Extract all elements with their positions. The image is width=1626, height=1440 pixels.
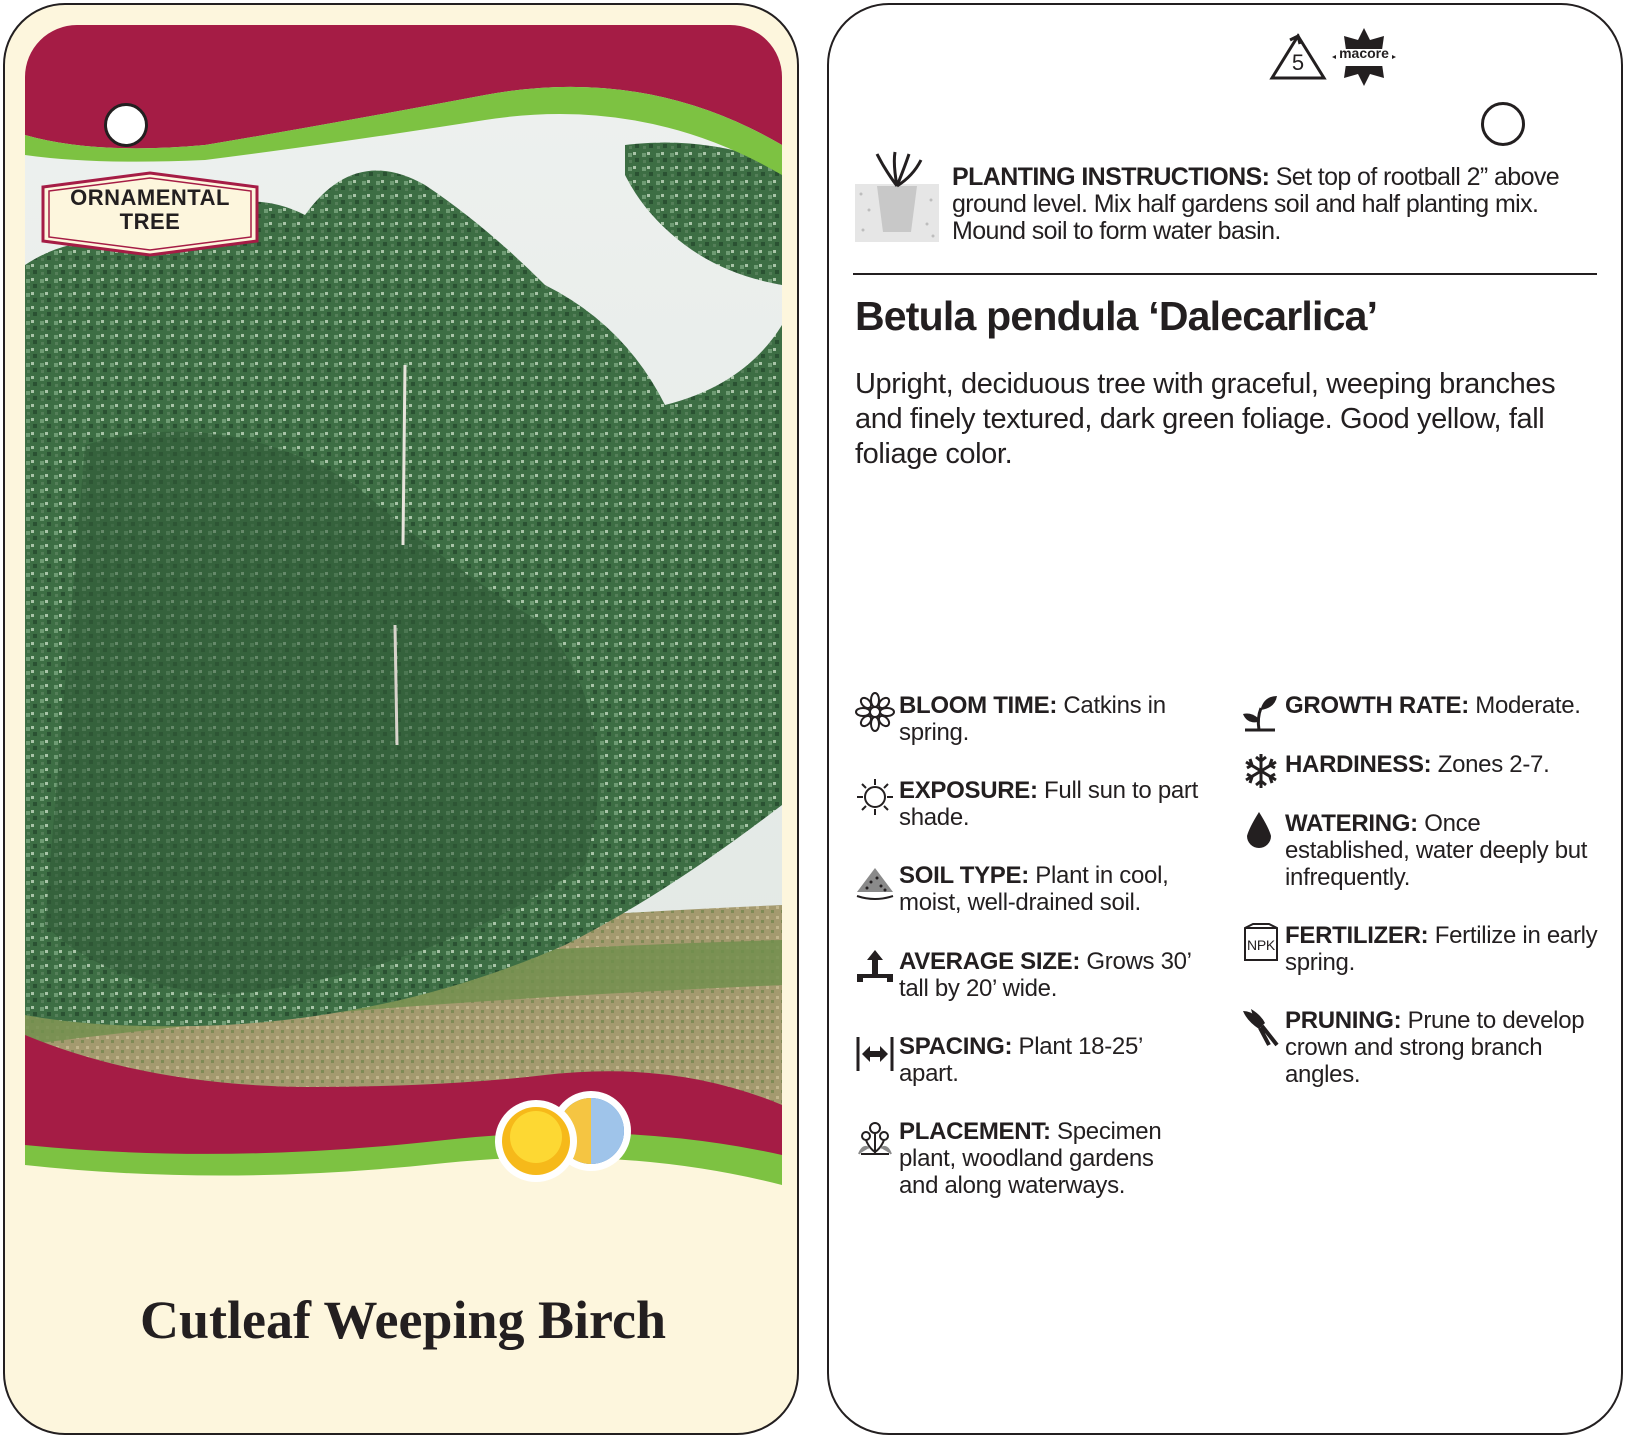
snowflake-icon — [1241, 751, 1281, 791]
pruning-shears-icon — [1241, 1007, 1281, 1047]
hang-hole — [1481, 102, 1525, 146]
planting-instructions — [952, 164, 1602, 245]
potted-plant-icon — [855, 150, 939, 242]
planting-instructions-label: PLANTING INSTRUCTIONS: — [952, 163, 1270, 191]
latin-name: Betula pendula ‘Dalecarlica’ — [855, 293, 1378, 339]
sprout-icon — [1241, 692, 1281, 732]
soil-mound-icon — [855, 862, 895, 902]
sun-outline-icon — [855, 777, 895, 817]
divider — [853, 273, 1597, 275]
exposure-icons — [493, 1083, 643, 1189]
planting-instructions-text: Set top of rootball 2” above ground level. Mix half gardens soil and half planting mix. Mound soil to form water basin. — [952, 163, 1560, 245]
macore-brand: macore — [1339, 45, 1389, 61]
plant-placement-icon — [855, 1118, 895, 1158]
npk-label: NPK — [1247, 937, 1275, 953]
recycle-code: 5 — [1291, 50, 1305, 75]
full-sun-icon — [495, 1100, 577, 1182]
front-tag — [3, 3, 799, 1435]
hang-hole — [104, 103, 148, 147]
common-name: Cutleaf Weeping Birch — [139, 1290, 667, 1350]
plant-description: Upright, deciduous tree with graceful, weeping branches and finely textured, dark green foliage. Good yellow, fall foliage color. — [855, 368, 1556, 470]
npk-fertilizer-icon — [1241, 922, 1281, 962]
recycle-icon — [1268, 32, 1328, 84]
water-drop-icon — [1241, 810, 1281, 850]
spacing-arrows-icon — [855, 1033, 895, 1073]
height-arrows-icon — [855, 948, 895, 988]
flower-icon — [855, 692, 895, 732]
category-badge-label: ORNAMENTAL TREE — [70, 185, 230, 234]
